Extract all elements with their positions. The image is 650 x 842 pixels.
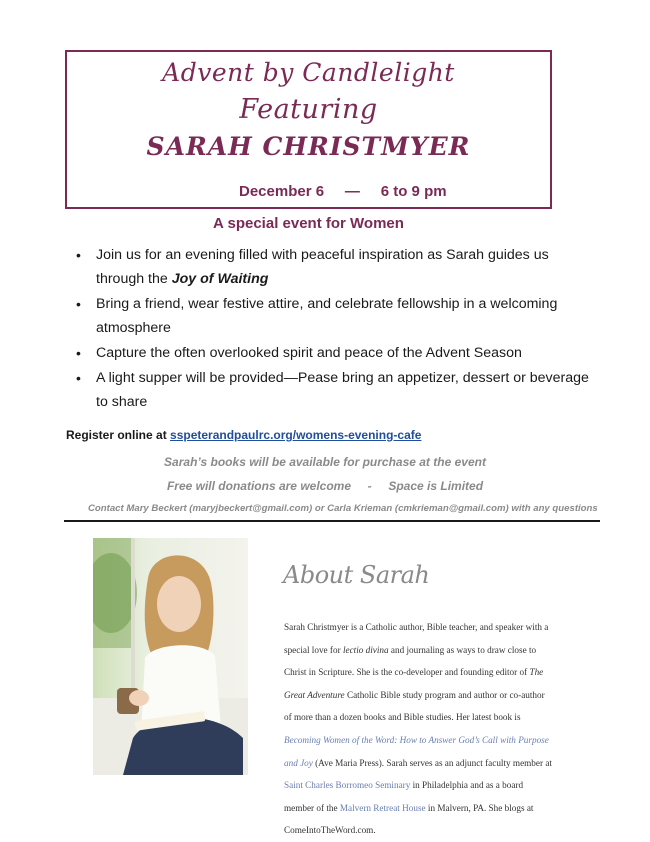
event-title-box bbox=[65, 50, 552, 232]
bullet-icon: • bbox=[76, 247, 81, 263]
bio-text: (Ave Maria Press). Sarah serves as an adjunct faculty member at bbox=[312, 757, 552, 768]
event-date-time: December 6 — 6 to 9 pm bbox=[239, 183, 447, 200]
speaker-photo bbox=[93, 538, 248, 775]
bullet-emphasis: Joy of Waiting bbox=[171, 271, 269, 287]
featuring-label: Featuring bbox=[239, 94, 378, 125]
speaker-name: SARAH CHRISTMYER bbox=[146, 132, 471, 161]
list-item bbox=[76, 292, 596, 340]
bio-malvern-link[interactable]: Malvern Retreat House bbox=[339, 802, 426, 813]
bullet-icon: • bbox=[76, 296, 81, 312]
bullet-text: Capture the often overlooked spirit and peace of the Advent Season bbox=[96, 345, 522, 361]
books-note: Sarah’s books will be available for purchase at the event bbox=[164, 455, 486, 469]
bullet-icon: • bbox=[76, 345, 81, 361]
event-highlights-list bbox=[76, 243, 596, 415]
list-item bbox=[76, 243, 596, 291]
bio-text: in Malvern, PA. She blogs at ComeIntoTheWord.com. bbox=[284, 802, 534, 836]
bullet-text: Join us for an evening filled with peaceful inspiration as Sarah guides us through the bbox=[96, 247, 549, 287]
event-title: Advent by Candlelight bbox=[162, 58, 455, 87]
bullet-icon: • bbox=[76, 370, 81, 386]
speaker-bio bbox=[284, 616, 554, 842]
about-heading: About Sarah bbox=[283, 561, 430, 589]
bio-text: and journaling as ways to draw close to Christ in Scripture. She is the co-developer and founding editor of bbox=[284, 644, 537, 678]
bullet-text: Bring a friend, wear festive attire, and celebrate fellowship in a welcoming atmosphere bbox=[96, 296, 558, 336]
bio-italic-great-adventure: The Great Adventure bbox=[284, 667, 544, 700]
register-line bbox=[66, 428, 421, 442]
contact-note: Contact Mary Beckert (maryjbeckert@gmail.com) or Carla Krieman (cmkrieman@gmail.com) with any questions bbox=[88, 503, 598, 514]
list-item bbox=[76, 366, 596, 414]
section-divider bbox=[64, 520, 600, 522]
bio-italic-lectio: lectio divina bbox=[342, 644, 389, 655]
donations-note: Free will donations are welcome - Space is Limited bbox=[166, 479, 484, 493]
bio-seminary-link[interactable]: Saint Charles Borromeo Seminary bbox=[284, 780, 411, 791]
event-audience: A special event for Women bbox=[213, 215, 404, 232]
register-link[interactable]: sspeterandpaulrc.org/womens-evening-cafe bbox=[170, 428, 422, 442]
bullet-text: A light supper will be provided—Pease bring an appetizer, dessert or beverage to share bbox=[96, 370, 589, 410]
bio-book-link[interactable]: Becoming Women of the Word: How to Answer God’s Call with Purpose and Joy bbox=[284, 734, 549, 768]
list-item bbox=[76, 341, 596, 365]
bio-text: in Philadelphia and as a board member of the bbox=[284, 780, 524, 813]
bio-text: Catholic Bible study program and author or co-author of more than a dozen books and Bible studies. Her latest book is bbox=[284, 689, 545, 723]
register-label: Register online at bbox=[66, 428, 171, 442]
bio-text: Sarah Christmyer is a Catholic author, Bible teacher, and speaker with a special love for bbox=[284, 622, 549, 655]
